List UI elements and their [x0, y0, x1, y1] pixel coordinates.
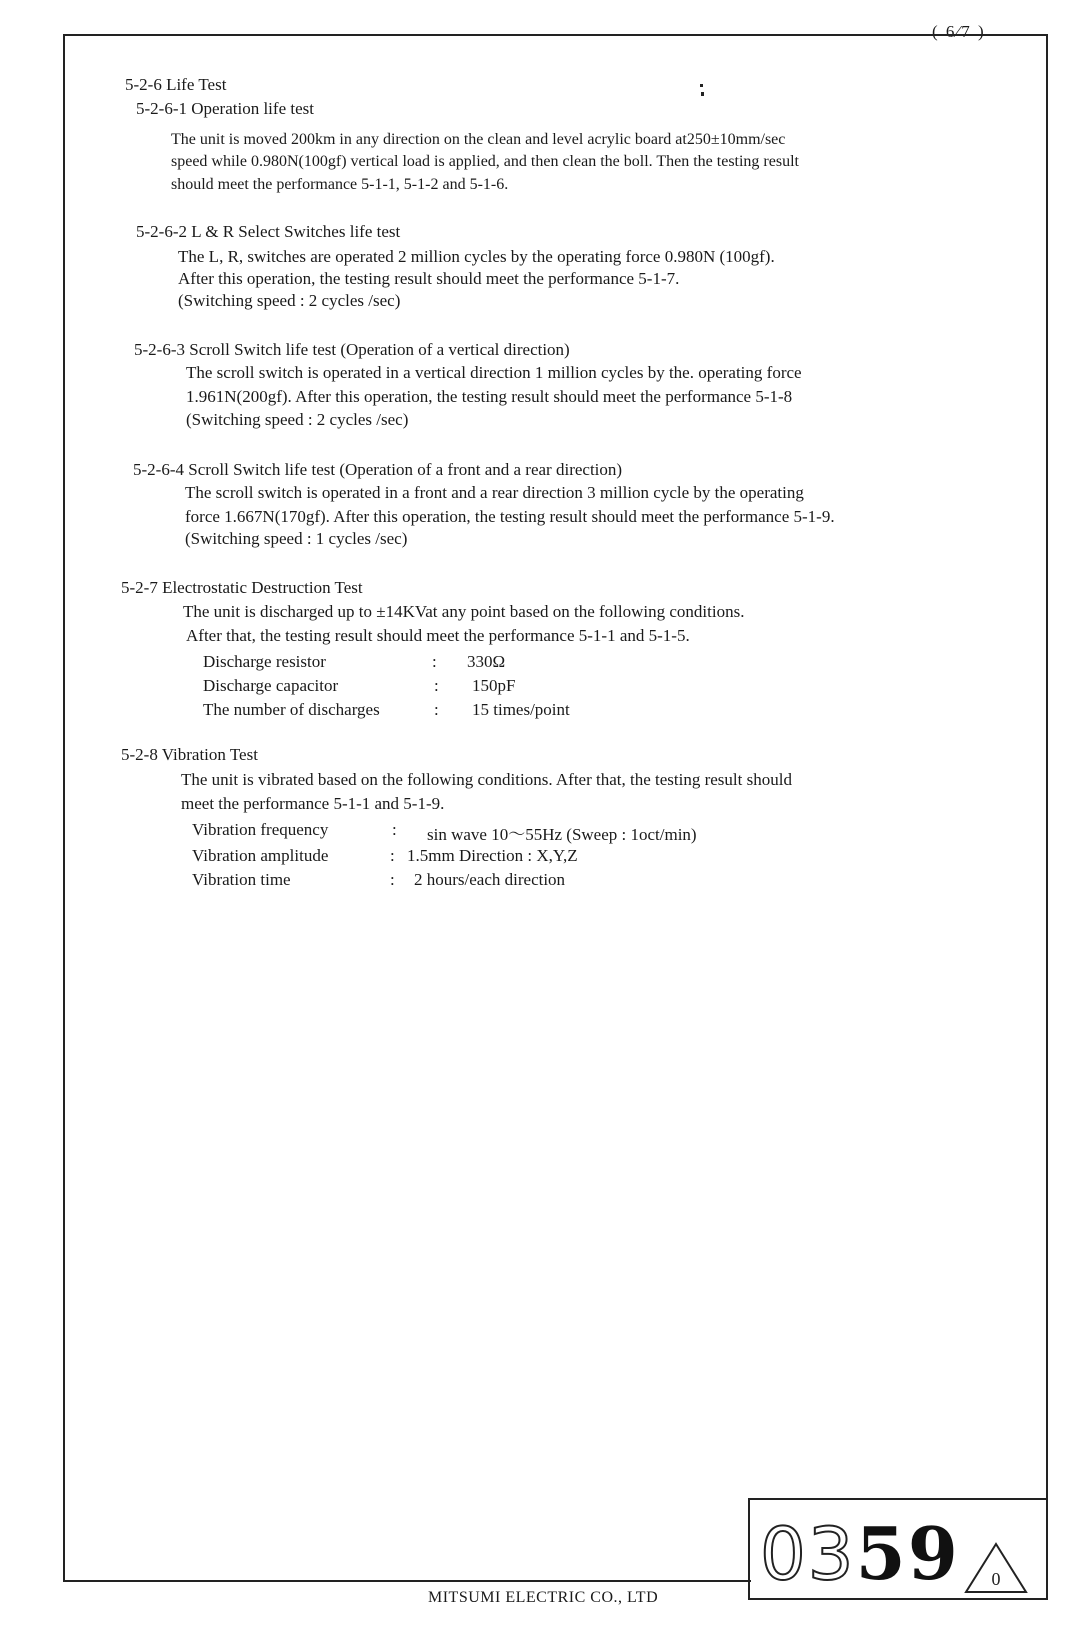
condition-sep: : [434, 676, 439, 695]
condition-label: Discharge capacitor [203, 676, 339, 695]
subsection-title-5-2-6-4: 5-2-6-4 Scroll Switch life test (Operation of a front and a rear direction) [133, 460, 623, 479]
body-line: After this operation, the testing result should meet the performance 5-1-7. [178, 269, 680, 288]
revision-number: 0 [991, 1569, 1001, 1589]
body-line: The L, R, switches are operated 2 million cycles by the operating force 0.980N (100gf). [178, 247, 775, 266]
body-line: force 1.667N(170gf). After this operation, the testing result should meet the performance 5-1-9. [185, 507, 835, 526]
scan-speck [700, 84, 703, 87]
subsection-title-5-2-6-1: 5-2-6-1 Operation life test [136, 99, 314, 118]
frame-bottom-line [63, 1580, 751, 1582]
body-line: After that, the testing result should meet the performance 5-1-1 and 5-1-5. [186, 626, 690, 645]
body-line: 1.961N(200gf). After this operation, the testing result should meet the performance 5-1-8 [186, 387, 793, 406]
condition-value: 2 hours/each direction [414, 870, 566, 889]
condition-sep: : [434, 700, 439, 719]
subsection-title-5-2-6-2: 5-2-6-2 L & R Select Switches life test [136, 222, 401, 241]
body-line: The unit is discharged up to ±14KVat any point based on the following conditions. [183, 602, 745, 621]
section-title-5-2-8: 5-2-8 Vibration Test [121, 745, 258, 764]
condition-sep: : [432, 652, 437, 671]
section-title-5-2-7: 5-2-7 Electrostatic Destruction Test [121, 578, 363, 597]
body-line: (Switching speed : 2 cycles /sec) [186, 410, 409, 429]
company-name: MITSUMI ELECTRIC CO., LTD [428, 1589, 659, 1606]
page-number: ( 6⁄7 ) [932, 22, 986, 41]
body-line: speed while 0.980N(100gf) vertical load is applied, and then clean the boll. Then the testing result [171, 153, 799, 170]
condition-label: Vibration time [192, 870, 291, 889]
subsection-title-5-2-6-3: 5-2-6-3 Scroll Switch life test (Operation of a vertical direction) [134, 340, 570, 359]
condition-sep: : [390, 846, 395, 865]
condition-sep: : [392, 820, 397, 839]
condition-value: 150pF [472, 676, 516, 695]
body-line: should meet the performance 5-1-1, 5-1-2 and 5-1-6. [171, 176, 509, 193]
body-line: meet the performance 5-1-1 and 5-1-9. [181, 794, 445, 813]
condition-value: 1.5mm Direction : X,Y,Z [407, 846, 578, 865]
body-line: The scroll switch is operated in a front and a rear direction 3 million cycle by the operating [185, 483, 804, 502]
body-line: The unit is moved 200km in any direction on the clean and level acrylic board at250±10mm/sec [171, 131, 786, 148]
condition-value: 15 times/point [472, 700, 570, 719]
section-title-5-2-6: 5-2-6 Life Test [125, 75, 227, 94]
body-line: (Switching speed : 2 cycles /sec) [178, 291, 401, 310]
condition-label: Vibration frequency [192, 820, 329, 839]
body-line: The unit is vibrated based on the following conditions. After that, the testing result should [181, 770, 792, 789]
revision-triangle-icon [962, 1540, 1030, 1596]
condition-label: The number of discharges [203, 700, 380, 719]
condition-label: Discharge resistor [203, 652, 326, 671]
document-number-bold: 59 [855, 1511, 960, 1596]
condition-sep: : [390, 870, 395, 889]
condition-value: sin wave 10～55Hz (Sweep : 1oct/min) [427, 825, 697, 844]
document-number [760, 1511, 960, 1596]
document-number-outline: 03 [760, 1512, 856, 1596]
condition-value: 330Ω [467, 652, 506, 671]
body-line: The scroll switch is operated in a vertical direction 1 million cycles by the. operating force [186, 363, 802, 382]
body-line: (Switching speed : 1 cycles /sec) [185, 529, 408, 548]
scan-speck [701, 92, 704, 96]
condition-label: Vibration amplitude [192, 846, 329, 865]
